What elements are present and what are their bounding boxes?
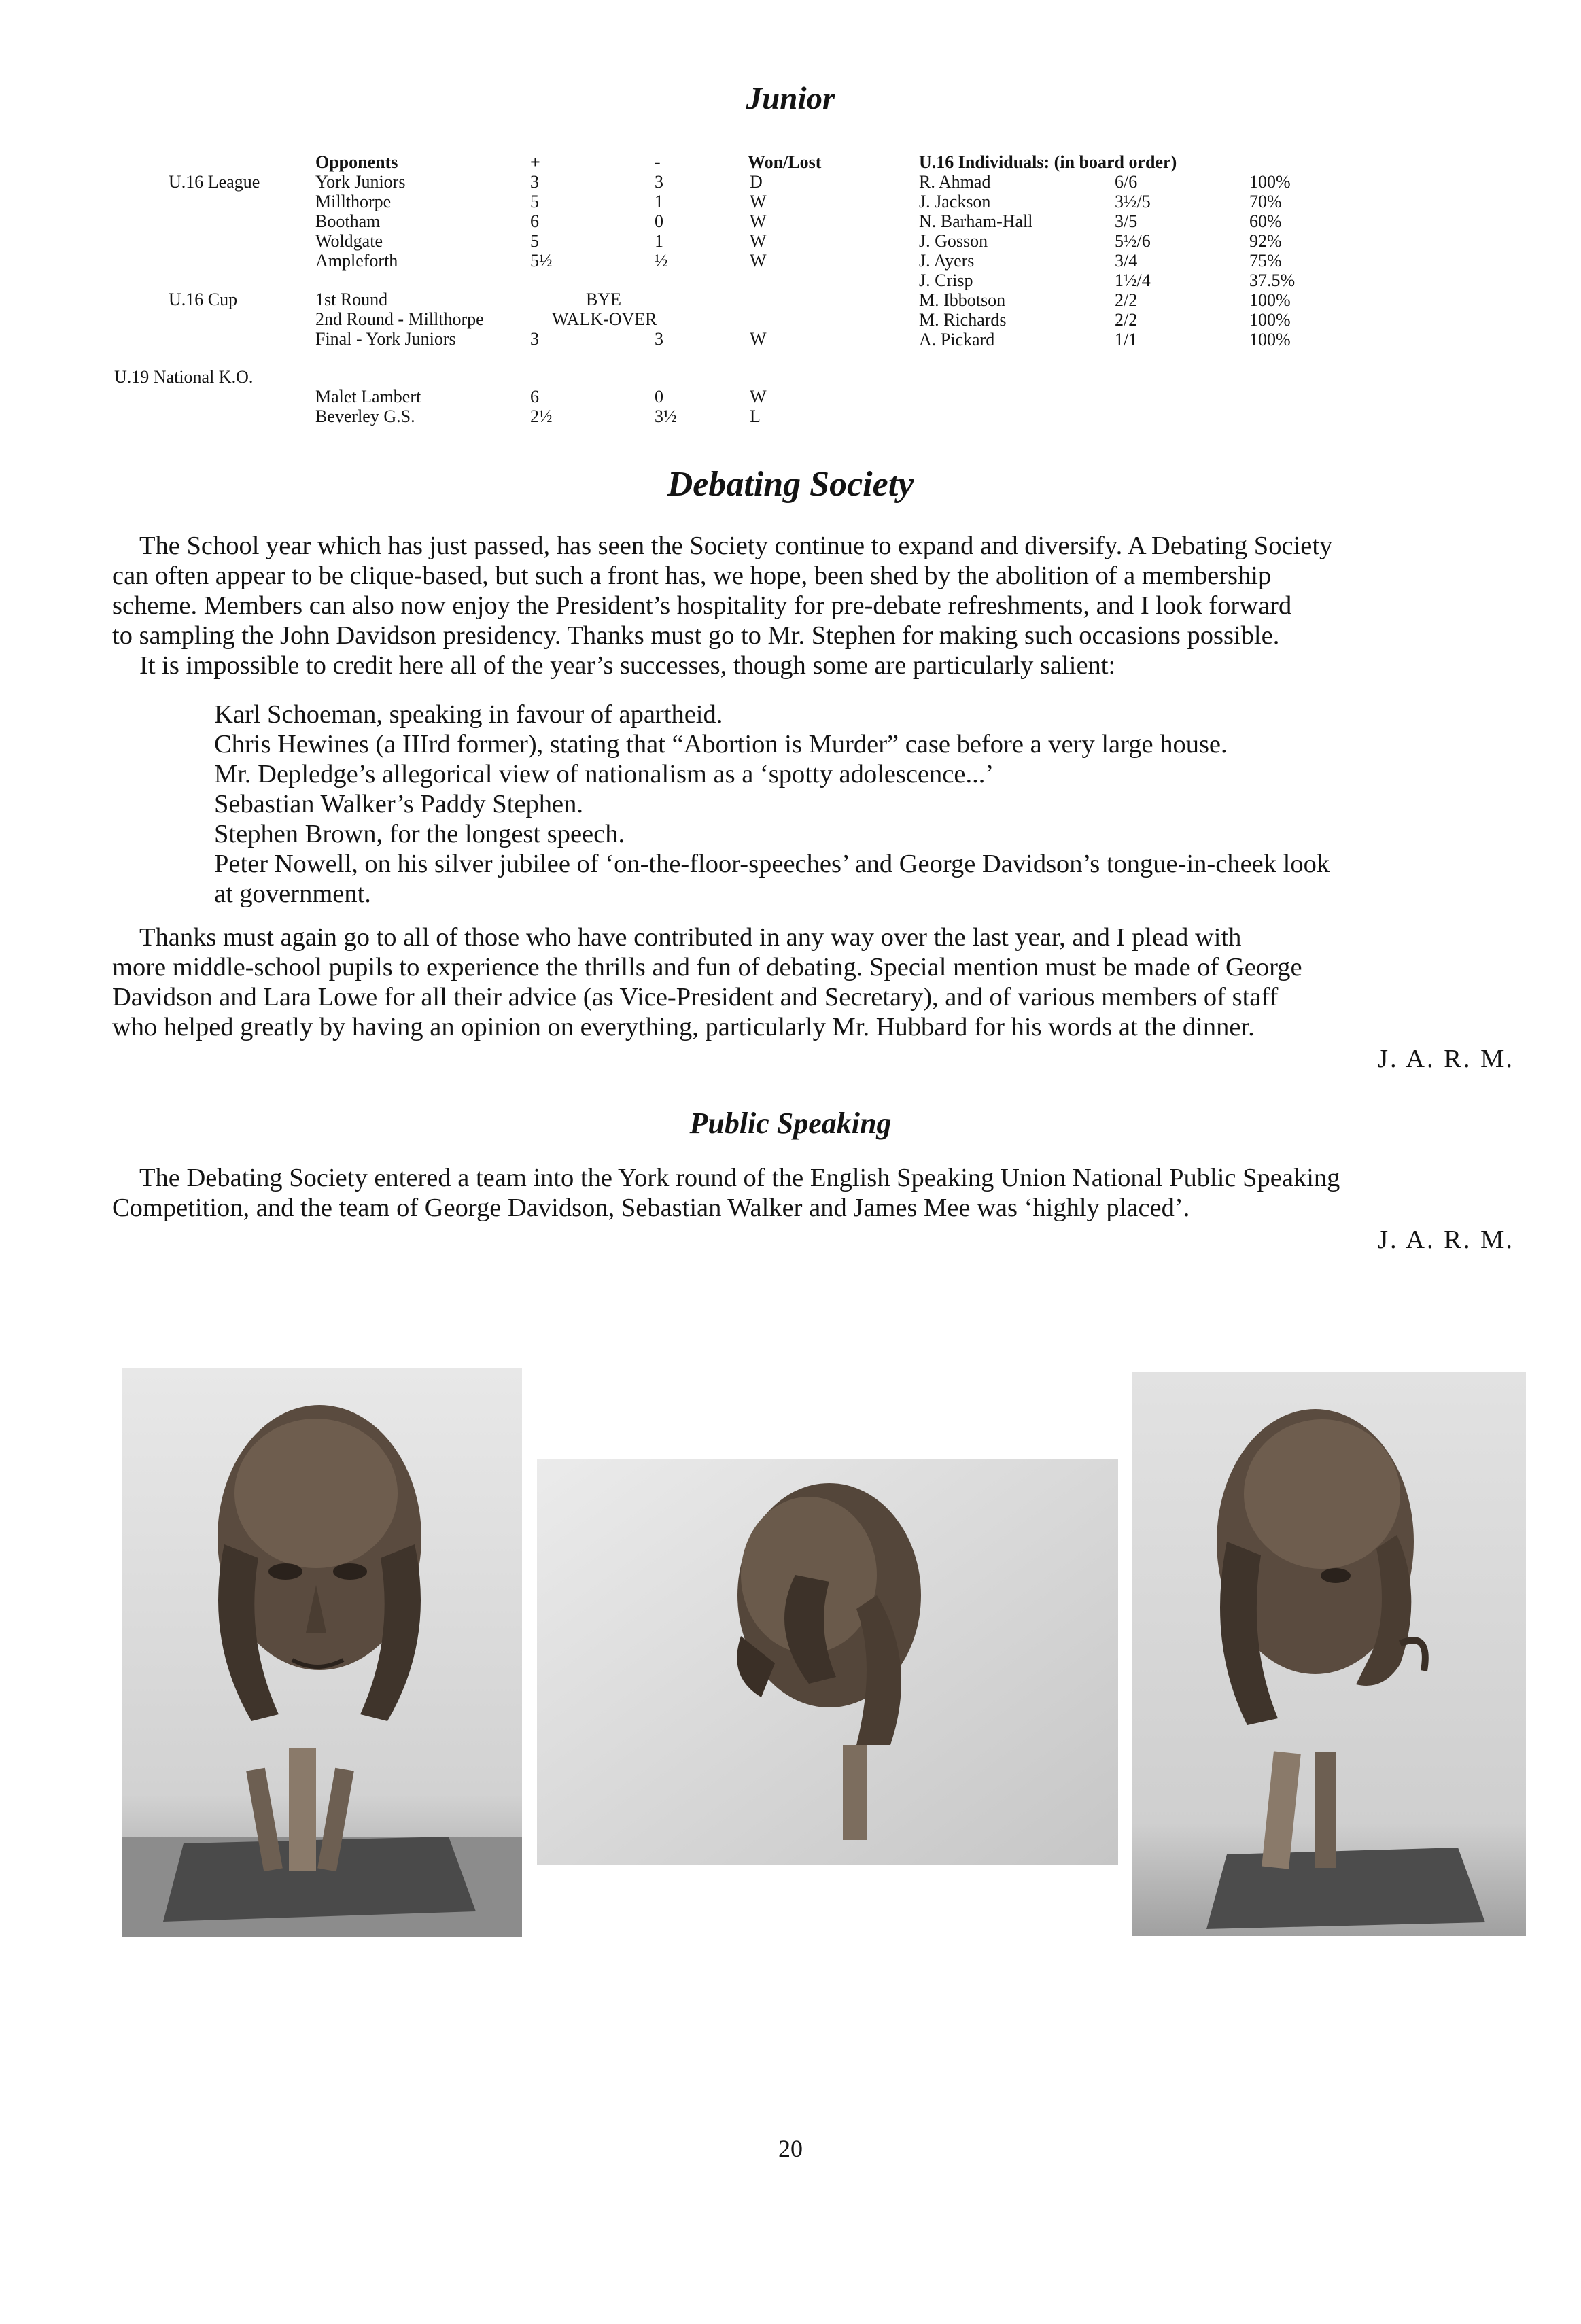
player-pct: 100% xyxy=(1249,330,1291,349)
highlight-line: Sebastian Walker’s Paddy Stephen. xyxy=(214,790,583,818)
player-name: J. Jackson xyxy=(919,192,991,211)
score-cell: WALK-OVER xyxy=(552,309,657,329)
minus-cell: 1 xyxy=(655,231,663,251)
result-cell: D xyxy=(750,172,763,192)
player-score: 2/2 xyxy=(1115,310,1138,330)
plus-cell: 3 xyxy=(530,329,539,349)
player-pct: 100% xyxy=(1249,310,1291,330)
highlight-line: Karl Schoeman, speaking in favour of apartheid. xyxy=(214,700,723,729)
result-cell: W xyxy=(750,387,767,406)
plus-cell: 5 xyxy=(530,192,539,211)
debating-society-heading: Debating Society xyxy=(667,465,914,504)
public-speaking-signature: J. A. R. M. xyxy=(1378,1226,1514,1254)
competition-label: U.16 League xyxy=(169,172,260,192)
minus-cell: 0 xyxy=(655,387,663,406)
player-name: A. Pickard xyxy=(919,330,995,349)
paragraph-line: more middle-school pupils to experience the thrills and fun of debating. Special mention must be made of George xyxy=(112,953,1302,982)
player-name: J. Crisp xyxy=(919,271,973,290)
player-score: 3/4 xyxy=(1115,251,1138,271)
minus-cell: 1 xyxy=(655,192,663,211)
result-cell: W xyxy=(750,329,767,349)
highlight-line: Stephen Brown, for the longest speech. xyxy=(214,820,625,848)
opponent-cell: Ampleforth xyxy=(315,251,398,271)
player-pct: 100% xyxy=(1249,290,1291,310)
plus-cell: 5 xyxy=(530,231,539,251)
junior-heading: Junior xyxy=(746,81,835,116)
header-plus: + xyxy=(530,152,540,172)
result-cell: W xyxy=(750,192,767,211)
player-name: R. Ahmad xyxy=(919,172,991,192)
header-won-lost: Won/Lost xyxy=(748,152,822,172)
individuals-title: U.16 Individuals: (in board order) xyxy=(919,152,1177,172)
player-score: 3/5 xyxy=(1115,211,1138,231)
player-name: M. Richards xyxy=(919,310,1007,330)
player-score: 5½/6 xyxy=(1115,231,1151,251)
player-pct: 70% xyxy=(1249,192,1282,211)
paragraph-line: The School year which has just passed, has seen the Society continue to expand and diversify. A Debating Society xyxy=(139,532,1333,560)
highlight-line: at government. xyxy=(214,880,371,908)
plus-cell: 5½ xyxy=(530,251,553,271)
opponent-cell: Woldgate xyxy=(315,231,383,251)
opponent-cell: York Juniors xyxy=(315,172,406,192)
score-cell: BYE xyxy=(586,290,621,309)
paragraph-line: It is impossible to credit here all of the year’s successes, though some are particularly salient: xyxy=(139,651,1116,680)
opponent-cell: Beverley G.S. xyxy=(315,406,415,426)
player-pct: 37.5% xyxy=(1249,271,1296,290)
paragraph-line: Davidson and Lara Lowe for all their advice (as Vice-President and Secretary), and of various members of staff xyxy=(112,983,1279,1011)
player-score: 1/1 xyxy=(1115,330,1138,349)
opponent-cell: 2nd Round - Millthorpe xyxy=(315,309,484,329)
minus-cell: 3½ xyxy=(655,406,677,426)
plus-cell: 6 xyxy=(530,211,539,231)
competition-label: U.16 Cup xyxy=(169,290,238,309)
paragraph-line: scheme. Members can also now enjoy the President’s hospitality for pre-debate refreshments, and I look forward xyxy=(112,591,1292,620)
player-name: M. Ibbotson xyxy=(919,290,1006,310)
debating-signature: J. A. R. M. xyxy=(1378,1045,1514,1073)
highlight-line: Chris Hewines (a IIIrd former), stating that “Abortion is Murder” case before a very large house. xyxy=(214,730,1228,759)
minus-cell: 3 xyxy=(655,329,663,349)
paragraph-line: Thanks must again go to all of those who have contributed in any way over the last year, and I plead with xyxy=(139,923,1242,952)
sculpture-photo-side xyxy=(1132,1372,1526,1936)
result-cell: L xyxy=(750,406,761,426)
competition-label: U.19 National K.O. xyxy=(114,367,254,387)
player-score: 1½/4 xyxy=(1115,271,1151,290)
plus-cell: 3 xyxy=(530,172,539,192)
minus-cell: ½ xyxy=(655,251,668,271)
highlight-line: Mr. Depledge’s allegorical view of nationalism as a ‘spotty adolescence...’ xyxy=(214,760,994,788)
player-name: J. Ayers xyxy=(919,251,975,271)
page-number: 20 xyxy=(778,2135,803,2162)
result-cell: W xyxy=(750,231,767,251)
opponent-cell: Millthorpe xyxy=(315,192,392,211)
minus-cell: 0 xyxy=(655,211,663,231)
sculpture-side-image xyxy=(1132,1372,1526,1936)
player-pct: 60% xyxy=(1249,211,1282,231)
highlight-line: Peter Nowell, on his silver jubilee of ‘on-the-floor-speeches’ and George Davidson’s tongue-in-cheek look xyxy=(214,850,1330,878)
header-minus: - xyxy=(655,152,661,172)
player-score: 2/2 xyxy=(1115,290,1138,310)
player-pct: 92% xyxy=(1249,231,1282,251)
header-opponents: Opponents xyxy=(315,152,398,172)
player-score: 3½/5 xyxy=(1115,192,1151,211)
sculpture-rear-image xyxy=(537,1459,1118,1865)
paragraph-line: Competition, and the team of George Davidson, Sebastian Walker and James Mee was ‘highly placed’. xyxy=(112,1194,1190,1222)
plus-cell: 6 xyxy=(530,387,539,406)
player-name: N. Barham-Hall xyxy=(919,211,1033,231)
sculpture-front-image xyxy=(122,1368,522,1937)
plus-cell: 2½ xyxy=(530,406,553,426)
opponent-cell: 1st Round xyxy=(315,290,388,309)
opponent-cell: Malet Lambert xyxy=(315,387,421,406)
minus-cell: 3 xyxy=(655,172,663,192)
paragraph-line: who helped greatly by having an opinion on everything, particularly Mr. Hubbard for his words at the dinner. xyxy=(112,1013,1255,1041)
opponent-cell: Final - York Juniors xyxy=(315,329,456,349)
player-pct: 100% xyxy=(1249,172,1291,192)
result-cell: W xyxy=(750,251,767,271)
sculpture-photo-rear xyxy=(537,1459,1118,1865)
paragraph-line: to sampling the John Davidson presidency. Thanks must go to Mr. Stephen for making such occasions possible. xyxy=(112,621,1280,650)
sculpture-photo-front xyxy=(122,1368,522,1937)
paragraph-line: can often appear to be clique-based, but such a front has, we hope, been shed by the abolition of a membership xyxy=(112,561,1272,590)
result-cell: W xyxy=(750,211,767,231)
opponent-cell: Bootham xyxy=(315,211,381,231)
player-score: 6/6 xyxy=(1115,172,1138,192)
player-pct: 75% xyxy=(1249,251,1282,271)
paragraph-line: The Debating Society entered a team into the York round of the English Speaking Union National Public Speaking xyxy=(139,1164,1340,1192)
player-name: J. Gosson xyxy=(919,231,988,251)
public-speaking-heading: Public Speaking xyxy=(689,1107,892,1140)
